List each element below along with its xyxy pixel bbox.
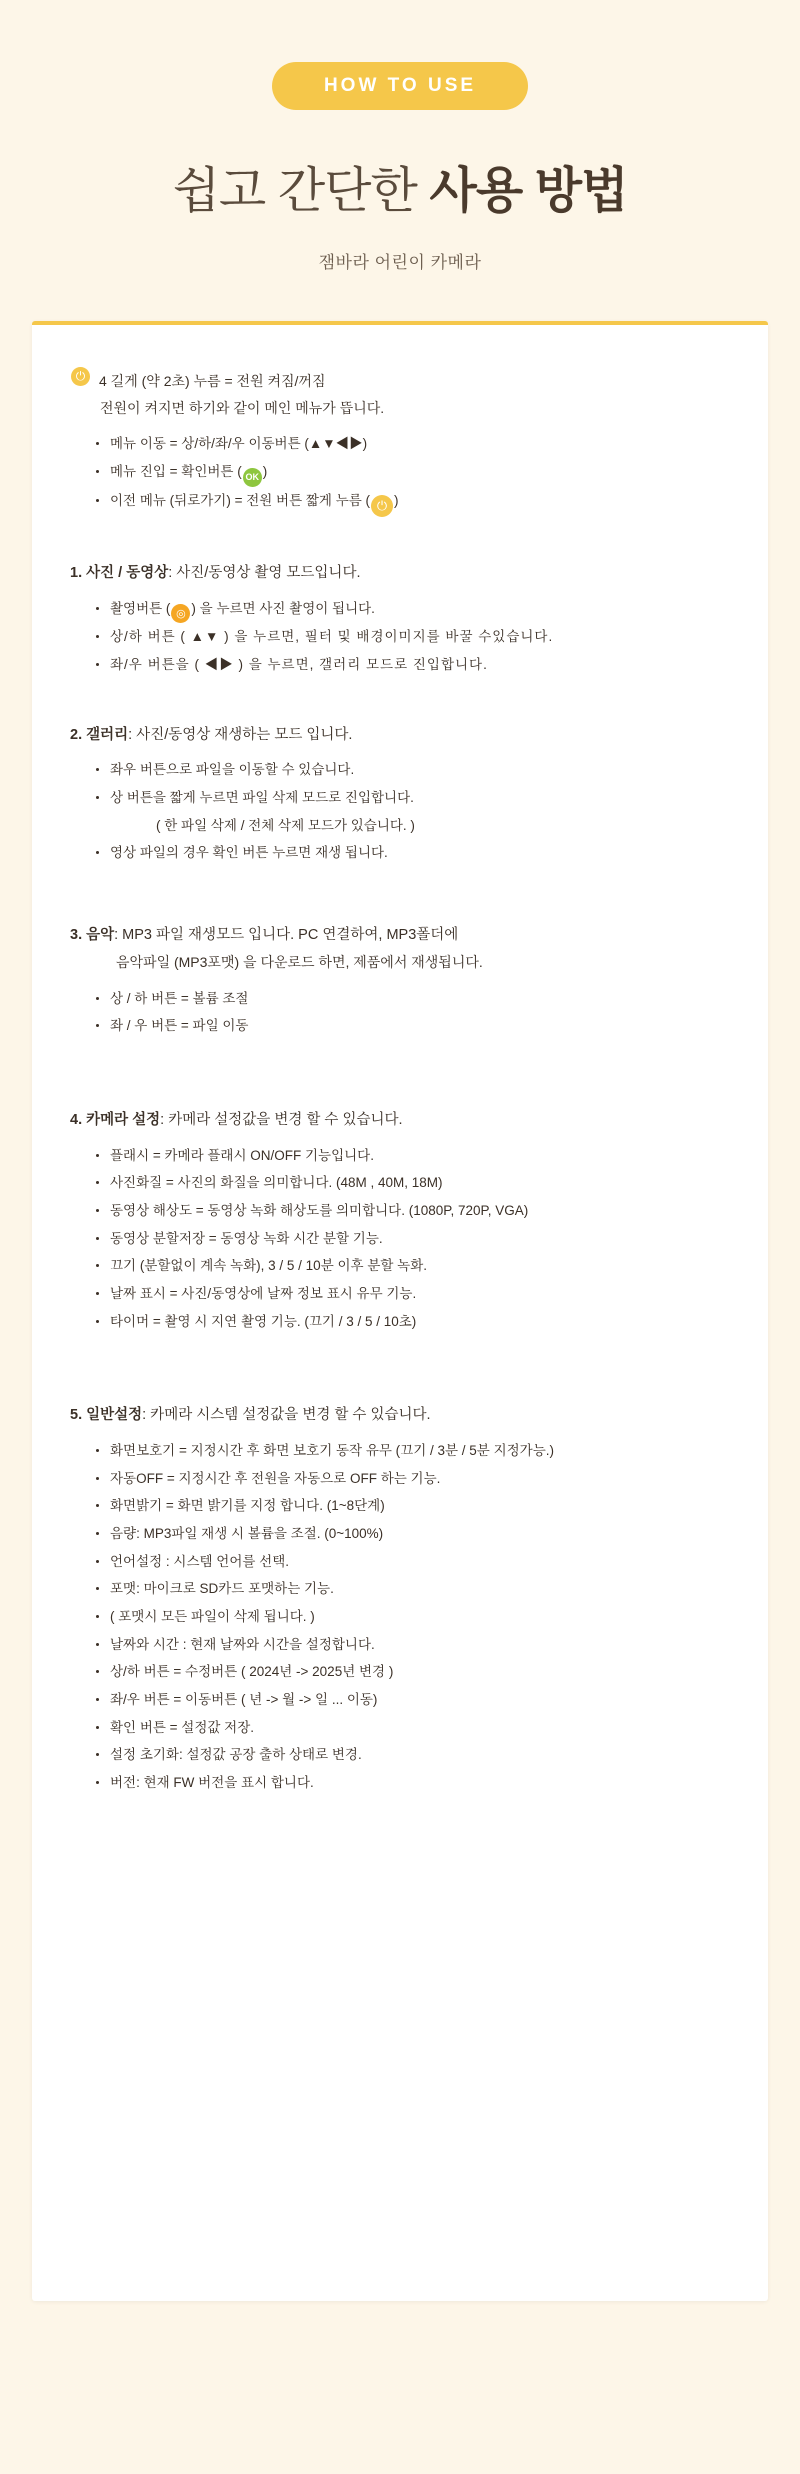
section-bullets [70,1437,730,1797]
bullet-text: 동영상 해상도 = 동영상 녹화 해상도를 의미합니다. (1080P, 720P, VGA) [110,1202,529,1218]
list-item [96,595,730,624]
bullet-text: 음량: MP3파일 재생 시 볼륨을 조절. (0~100%) [110,1525,384,1541]
list-item [96,1603,730,1631]
list-item [96,784,730,812]
bullet-text: 확인 버튼 = 설정값 저장. [110,1719,255,1735]
intro-line-1-text: 4 길게 (약 2초) 누름 = 전원 켜짐/꺼짐 [99,373,326,389]
intro-bullet-3-tail: ) [394,492,399,508]
section-number: 3. [70,926,83,943]
list-item [96,1465,730,1493]
section-bullets [70,1142,730,1336]
bullet-text: ( 포맷시 모든 파일이 삭제 됩니다. ) [110,1608,315,1624]
section-gallery [70,723,730,867]
section-desc-line2: 음악파일 (MP3포맷) 을 다운로드 하면, 제품에서 재생됩니다. [116,953,483,970]
page-subtitle: 잼바라 어린이 카메라 [318,253,482,272]
bullet-text-tail: ) 을 누르면 사진 촬영이 됩니다. [191,600,375,616]
bullet-text: 버전: 현재 FW 버전을 표시 합니다. [110,1775,314,1790]
intro-block [70,367,730,517]
list-item [96,623,730,651]
list-item [96,1714,730,1742]
bullet-text: 날짜와 시간 : 현재 날짜와 시간을 설정합니다. [110,1636,375,1652]
bullet-text: 포맷: 마이크로 SD카드 포맷하는 기능. [110,1581,334,1597]
section-general-settings [70,1403,730,1796]
bullet-text: 날짜 표시 = 사진/동영상에 날짜 정보 표시 유무 기능. [110,1285,417,1301]
section-desc: : 사진/동영상 재생하는 모드 입니다. [128,726,353,743]
list-item [96,1225,730,1253]
list-item [96,1169,730,1197]
page-title [0,152,800,222]
section-bullets [70,985,730,1040]
list-item [96,1197,730,1225]
list-item [96,458,730,487]
list-item [96,487,730,517]
page-header [0,0,800,273]
list-item [96,1520,730,1548]
page-title-bold: 사용 방법 [429,164,628,218]
list-item [96,1437,730,1465]
section-heading [70,1403,730,1428]
power-icon: ⏻ [371,495,393,517]
bullet-text: 상/하 버튼 = 수정버튼 ( 2024년 -> 2025년 변경 ) [110,1664,394,1680]
intro-bullet-2: 메뉴 진입 = 확인버튼 ( [110,463,242,479]
bullet-text: 영상 파일의 경우 확인 버튼 누르면 재생 됩니다. [110,845,388,861]
bullet-text: 플래시 = 카메라 플래시 ON/OFF 기능입니다. [110,1147,374,1163]
power-icon: ⏻ [71,367,90,386]
intro-bullets [70,430,730,517]
bullet-text: 상/하 버튼 ( ▲▼ ) 을 누르면, 필터 및 배경이미지를 바꿀 수있습니다. [110,629,554,645]
bullet-text: 사진화질 = 사진의 화질을 의미합니다. (48M , 40M, 18M) [110,1175,443,1191]
list-item [96,756,730,784]
list-item [96,1252,730,1280]
list-item [96,1686,730,1714]
bullet-text: 언어설정 : 시스템 언어를 선택. [110,1553,289,1569]
section-camera-settings [70,1108,730,1335]
bullet-text: 끄기 (분할없이 계속 녹화), 3 / 5 / 10분 이후 분할 녹화. [110,1258,427,1274]
list-item [96,651,730,679]
bullet-text: 화면밝기 = 화면 밝기를 지정 합니다. (1~8단계) [110,1498,385,1514]
section-number: 5. [70,1407,83,1424]
shutter-icon: ◎ [171,604,190,623]
section-desc: : 카메라 시스템 설정값을 변경 할 수 있습니다. [142,1407,431,1424]
list-item [96,1658,730,1686]
intro-bullet-1: 메뉴 이동 = 상/하/좌/우 이동버튼 (▲▼◀▶) [110,436,368,452]
section-desc: : 사진/동영상 촬영 모드입니다. [168,564,361,581]
page-title-light: 쉽고 간단한 [172,164,417,218]
list-item [96,1575,730,1603]
section-photo-video [70,561,730,679]
section-title: 갤러리 [86,726,129,743]
bullet-text: 촬영버튼 ( [110,600,171,616]
intro-bullet-3: 이전 메뉴 (뒤로가기) = 전원 버튼 짧게 누름 ( [110,492,371,508]
section-title: 음악 [86,926,115,943]
intro-line-1 [70,367,730,395]
list-item [96,1142,730,1170]
section-heading [70,923,730,948]
section-title: 사진 / 동영상 [86,564,169,581]
section-desc: : 카메라 설정값을 변경 할 수 있습니다. [160,1111,403,1128]
list-item [96,1012,730,1040]
bullet-text: ( 한 파일 삭제 / 전체 삭제 모드가 있습니다. ) [156,817,415,833]
bullet-text: 설정 초기화: 설정값 공장 출하 상태로 변경. [110,1747,362,1763]
section-heading [70,561,730,586]
bullet-text: 타이머 = 촬영 시 지연 촬영 기능. (끄기 / 3 / 5 / 10초) [110,1313,417,1329]
list-item [96,839,730,867]
section-number: 2. [70,726,83,743]
section-number: 4. [70,1111,83,1128]
section-number: 1. [70,564,83,581]
list-item [96,1492,730,1520]
list-item [96,1548,730,1576]
bullet-text: 상 버튼을 짧게 누르면 파일 삭제 모드로 진입합니다. [110,789,414,805]
bullet-text: 좌 / 우 버튼 = 파일 이동 [110,1018,249,1034]
list-item [96,1741,730,1769]
list-item [96,1280,730,1308]
list-item [96,1308,730,1336]
section-heading [70,723,730,748]
list-item [96,985,730,1013]
bullet-text: 화면보호기 = 지정시간 후 화면 보호기 동작 유무 (끄기 / 3분 / 5분 지정가능.) [110,1442,555,1458]
list-item [142,812,730,840]
list-item [96,1631,730,1659]
section-music [70,923,730,1040]
section-desc: : MP3 파일 재생모드 입니다. PC 연결하여, MP3폴더에 [114,926,459,943]
bullet-text: 동영상 분할저장 = 동영상 녹화 시간 분할 기능. [110,1230,383,1246]
bullet-text: 좌우 버튼으로 파일을 이동할 수 있습니다. [110,762,355,778]
intro-line-2: 전원이 켜지면 하기와 같이 메인 메뉴가 뜹니다. [100,399,385,416]
bullet-text: 자동OFF = 지정시간 후 전원을 자동으로 OFF 하는 기능. [110,1470,441,1486]
section-bullets [70,595,730,679]
bullet-text: 좌/우 버튼 = 이동버튼 ( 년 -> 월 -> 일 ... 이동) [110,1691,378,1707]
bullet-text: 좌/우 버튼을 ( ◀▶ ) 을 누르면, 갤러리 모드로 진입합니다. [110,656,488,672]
section-title: 카메라 설정 [86,1111,161,1128]
section-heading [70,1108,730,1133]
ok-button-icon: OK [243,468,262,487]
list-item [96,1769,730,1797]
intro-bullet-2-tail: ) [262,463,268,479]
bullet-text: 상 / 하 버튼 = 볼륨 조절 [110,990,249,1006]
section-title: 일반설정 [86,1407,143,1424]
section-bullets [70,756,730,867]
list-item [96,430,730,458]
instructions-card [32,321,768,2301]
how-to-use-badge: HOW TO USE [272,62,528,110]
